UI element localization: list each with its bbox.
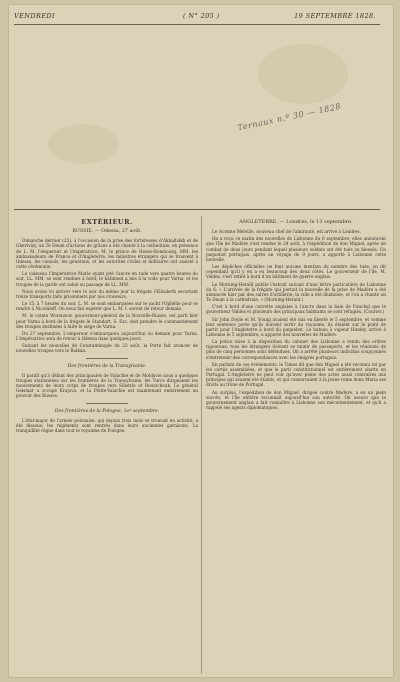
paper-stain — [258, 44, 348, 104]
issue-date: 19 SEPTEMBRE 1828. — [294, 12, 376, 20]
article-paragraph: C'est à bord d'une corvette anglaise à l'ancre dans la baie de Funchal que le gouverneur Valdez et plusieurs des principaux habitants se sont réfugiés. (Courier.) — [206, 304, 386, 315]
article-paragraph: Le vicomte Melville, nouveau chef de l'amirauté, est arrivé à Londres. — [212, 229, 361, 235]
day-label: VENDREDI — [14, 12, 55, 20]
article-paragraph: Le 15, à 7 heures du soir, L. M. se sont embarquées sur le yacht l'Ophélie pour se rendre à Nicolaïeff. On nous fait espérer que L. M. I. seront de retour demain. — [16, 301, 198, 312]
article-paragraph: On a reçu ce matin des nouvelles de Lisbonne du 6 septembre; elles annoncent que l'île de Madère s'est rendue le 24 août, à l'expédition de don Miguel, après un combat de deux jours pendant lequel plusieurs soldats ont été tués ou blessés. Un paquebot portugais, après un voyage de 9 jours, a apporté à Lisbonne cette nouvelle. — [206, 236, 386, 262]
right-column — [206, 216, 386, 412]
subhead-pologne: Des frontières de la Pologne, 1er septembre. — [54, 409, 160, 415]
article-paragraph: Les dépêches officielles ne font aucune mention du nombre des tués; on dit cependant qu'il y en a eu beaucoup des deux côtés. Le gouverneur de l'île, M. Valdez, s'est retiré à bord d'un bâtiment de guerre anglais. — [206, 264, 386, 280]
subhead-transylvanie: Des frontières de la Transylvanie. — [67, 364, 147, 370]
newspaper-page — [8, 4, 394, 678]
article-paragraph: Au surplus, l'expédition de don Miguel, dirigée contre Madère, a eu un plein succès, et l'île entière reconnaît aujourd'hui son autorité. On assure que le gouvernement anglais a fait connaître à Lisbonne son mécontentement, et qu'il a rappelé ses agents diplomatiques. — [206, 389, 386, 410]
column-separator — [201, 216, 202, 674]
article-paragraph: Le Morning-Herald publie l'extrait suivant d'une lettre particulière de Lisbonne du 6: « L'arrivée de la frégate qui portait la nouvelle de la prise de Madère a été annoncée hier par des salves d'artillerie; la ville a été illuminée, et l'on a chanté un Te Deum à la cathédrale. » (Morning-Herald.) — [206, 281, 386, 303]
dateline-russie: RUSSIE. — Odessa, 27 août. — [72, 229, 142, 235]
issue-number: ( N° 205 ) — [183, 12, 220, 20]
article-paragraph: Suivant les nouvelles de Constantinople du 23 août, la Porte fait avancer de nouvelles troupes vers le Balkan. — [16, 343, 198, 354]
divider — [86, 358, 128, 359]
paper-stain — [48, 124, 118, 164]
article-paragraph: Du 27 septembre. L'empereur s'embarquera aujourd'hui ou demain pour Varna. L'impératrice sera de retour à Odessa dans quelques jours. — [16, 330, 198, 341]
content-top-rule — [14, 209, 380, 210]
article-paragraph: Nous avons vu arriver vers le soir du même jour la frégate l'Elisabeth escortant treize transports faits prisonniers par nos croiseurs. — [16, 288, 198, 299]
handwritten-annotation: Ternaux n.º 30 — 1828 — [236, 101, 342, 133]
article-paragraph: L'état-major de l'armée polonaise, qui depuis trois mois se trouvait en activité, a été dissous; les régiments sont rentrés dans leurs anciennes garnisons. La tranquillité règne dans tout le royaume de Pologne. — [16, 417, 198, 433]
article-paragraph: Dimanche dernier (25), à l'occasion de la prise des forteresses d'Akhaltsikh et de Ghertvizy, un Te Deum d'actions de grâces a été chanté à la cathédrale, en présence de L. M. l'empereur et l'impératrice, M. le prince de Hesse-Hombourg, MM. les ambassadeurs de France et d'Angleterre, les ministres étrangers qui se trouvent à Odessa, les consuls, les généraux, et les autorités civiles et militaires ont assisté à cette cérémonie. — [16, 238, 198, 270]
dateline-angleterre: ANGLETERRE. — Londres, le 13 septembre. — [239, 219, 353, 225]
section-title: EXTÉRIEUR. — [81, 218, 133, 226]
article-paragraph: M. le comte Woronzow, gouverneur-général de la Nouvelle-Russie, est parti hier pour Varna à bord de la frégate le Standart. S. Exc. doit prendre le commandement des troupes destinées à faire le siège de Varna. — [16, 313, 198, 329]
left-column — [16, 216, 198, 435]
header-rule — [14, 24, 380, 25]
article-paragraph: Le vaisseau l'Impératrice Marie ayant jeté l'ancre en rade vers quatre heures du soir, LL. MM. se sont rendues à bord; le bâtiment a mis à la voile pour Varna, et les troupes de la garde ont salué au passage de LL. MM. — [16, 271, 198, 287]
article-paragraph: La police mise à la disposition du cabinet des Lisbonne a rendu des ordres rigoureux: tous les étrangers doivent se munir de passeports, et les réunions de plus de cinq personnes sont défendues. On a arrêté plusieurs individus soupçonnés d'entretenir des correspondances avec les émigrés portugais. — [206, 339, 386, 360]
article-paragraph: Sir John Doyle et M. Young avaient été mis en liberté le 5 septembre, et comme leur sentence porte qu'ils doivent sortir du royaume, ils étaient sur le point de partir pour l'Angleterre à bord du paquebot. Le bateau à vapeur Hunley, arrivé à Lisbonne le 5 septembre, a apporté des nouvelles de Madère. — [206, 316, 386, 337]
divider — [86, 403, 128, 404]
article-paragraph: Il paraît qu'à défaut des principautés de Valachie et de Moldavie nous a quelques troupes stationnées sur les frontières de la Transylvanie, les Turcs dirigeaient les mouvements de leurs corps de troupes vers Silistrie et Routschouk. Le général Geismar a occupé Krajova, et la Petite-Valachie est maintenant entièrement au pouvoir des Russes. — [16, 372, 198, 399]
article-paragraph: En parlant de ces événements, le Times dit que don Miguel a été reconnu roi par les cortès assemblées, et que le parti constitutionnel est entièrement abattu en Portugal. L'Angleterre ne peut voir qu'avec peine des actes aussi contraires aux principes qui avaient été établis, et qui conservaient à la jeune reine dona Maria ses droits au trône de Portugal. — [206, 361, 386, 388]
